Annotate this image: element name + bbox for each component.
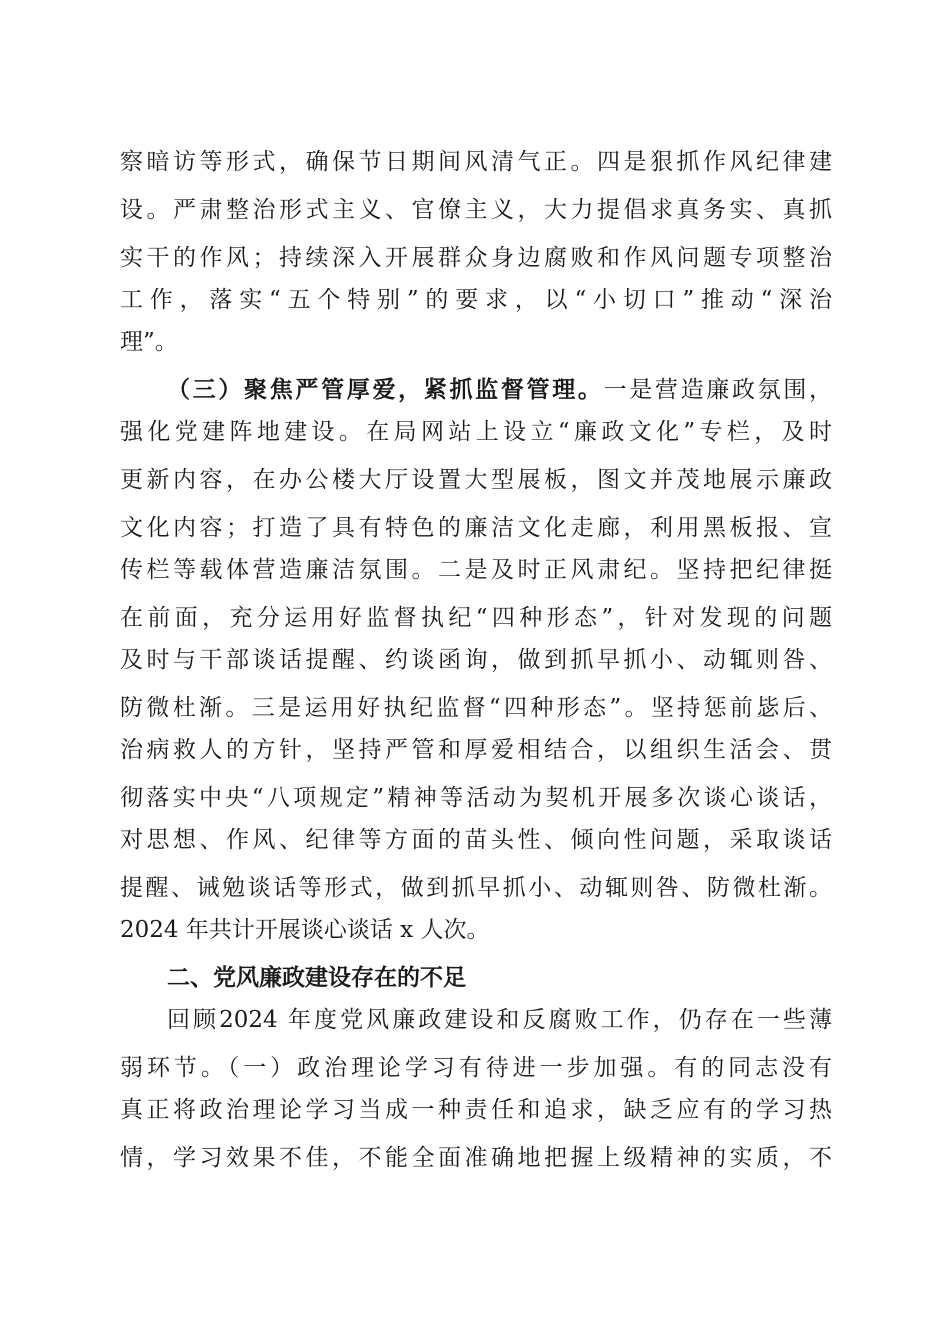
paragraph-line: 工作，落实“五个特别”的要求，以“小切口”推动“深治 [120, 287, 832, 313]
paragraph-line: 理”。 [120, 329, 178, 355]
paragraph-first-line: 回顾2024 年度党风廉政建设和反腐败工作，仍存在一些薄 [167, 1007, 832, 1033]
paragraph-first-line [167, 370, 832, 410]
paragraph-line: 2024 年共计开展谈心谈话 x 人次。 [120, 917, 490, 943]
paragraph-line: 真正将政治理论学习当成一种责任和追求，缺乏应有的学习热 [120, 1097, 832, 1123]
paragraph-line: 及时与干部谈话提醒、约谈函询，做到抓早抓小、动辄则咎、 [120, 647, 832, 673]
paragraph-line: 防微杜渐。三是运用好执纪监督“四种形态”。坚持惩前毖后、 [120, 695, 832, 721]
paragraph-text: 一是营造廉政氛围， [603, 377, 833, 403]
paragraph-line: 提醒、诫勉谈话等形式，做到抓早抓小、动辄则咎、防微杜渐。 [120, 875, 832, 901]
section-heading: 二、党风廉政建设存在的不足 [167, 965, 466, 991]
paragraph-line: 对思想、作风、纪律等方面的苗头性、倾向性问题，采取谈话 [120, 827, 832, 853]
paragraph-line: 更新内容，在办公楼大厅设置大型展板，图文并茂地展示廉政 [120, 467, 832, 493]
paragraph-line: 文化内容；打造了具有特色的廉洁文化走廊，利用黑板报、宣 [120, 515, 832, 541]
paragraph-line: 设。严肃整治形式主义、官僚主义，大力提倡求真务实、真抓 [120, 197, 832, 223]
paragraph-line: 察暗访等形式，确保节日期间风清气正。四是狠抓作风纪律建 [120, 149, 832, 175]
paragraph-line: 彻落实中央“八项规定”精神等活动为契机开展多次谈心谈话， [120, 785, 832, 811]
paragraph-line: 在前面，充分运用好监督执纪“四种形态”，针对发现的问题 [120, 605, 832, 631]
paragraph-line: 情，学习效果不佳，不能全面准确地把握上级精神的实质，不 [120, 1145, 832, 1171]
paragraph-line: 强化党建阵地建设。在局网站上设立“廉政文化”专栏，及时 [120, 419, 832, 445]
paragraph-line: 传栏等载体营造廉洁氛围。二是及时正风肃纪。坚持把纪律挺 [120, 557, 832, 583]
paragraph-line: 实干的作风；持续深入开展群众身边腐败和作风问题专项整治 [120, 245, 832, 271]
subsection-heading: （三）聚焦严管厚爱，紧抓监督管理。 [167, 376, 604, 403]
paragraph-line: 治病救人的方针，坚持严管和厚爱相结合，以组织生活会、贯 [120, 737, 832, 763]
paragraph-line: 弱环节。（一）政治理论学习有待进一步加强。有的同志没有 [120, 1055, 832, 1081]
